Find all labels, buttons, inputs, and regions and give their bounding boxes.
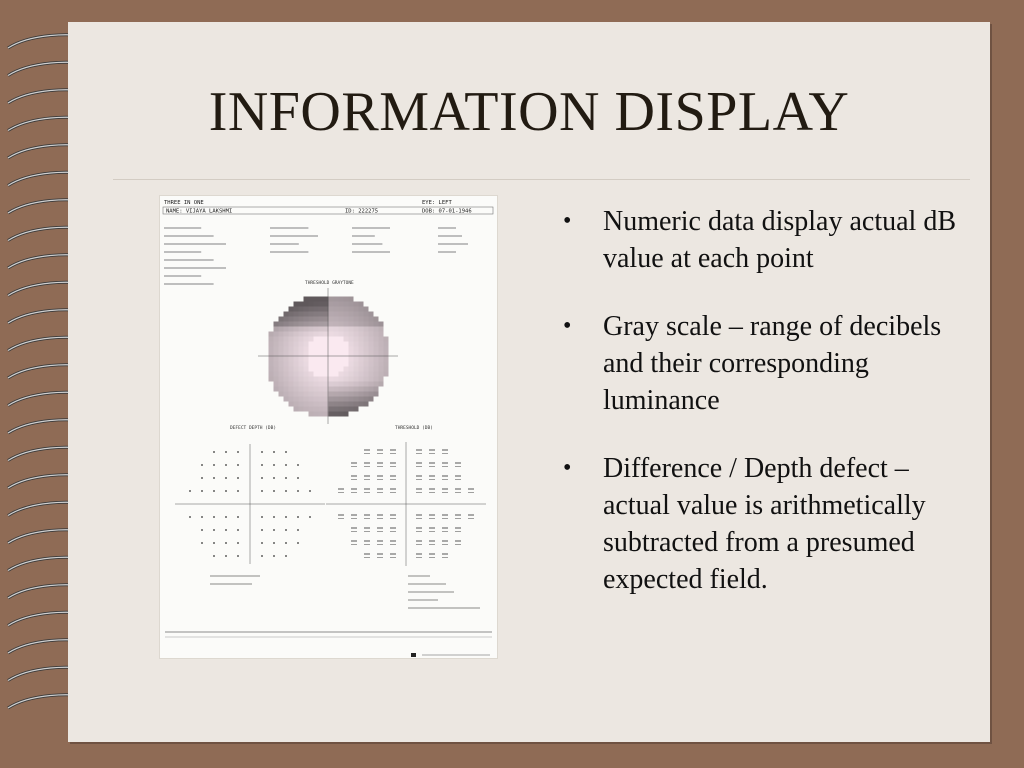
depth-label: DEFECT DEPTH (DB) [230, 426, 277, 431]
printout-id: ID: 222275 [345, 208, 379, 215]
title-divider [113, 179, 970, 180]
printout-graphic [160, 196, 497, 658]
bullet-dot: • [563, 313, 572, 339]
printout-parameters [164, 228, 468, 284]
grayscale-label: THRESHOLD GRAYTONE [305, 281, 354, 286]
bullet-text: Numeric data display actual dB value at each point [603, 206, 956, 274]
bullet-item [563, 308, 963, 419]
visual-field-printout [160, 196, 497, 658]
printout-header-left: THREE IN ONE [164, 200, 204, 206]
grayscale-plot [258, 288, 398, 424]
bullet-dot: • [563, 208, 572, 234]
printout-footer [408, 576, 480, 608]
defect-depth-plot [175, 444, 325, 584]
bullet-text: Gray scale – range of decibels and their corresponding luminance [603, 311, 942, 416]
bullet-item [563, 450, 963, 598]
bullet-dot: • [563, 455, 572, 481]
bullet-list [563, 203, 963, 629]
bullet-item [563, 203, 963, 277]
printout-name: NAME: VIJAYA LAKSHMI [166, 208, 233, 215]
slide-title: INFORMATION DISPLAY [208, 81, 850, 143]
threshold-plot [326, 442, 486, 566]
threshold-label: THRESHOLD (DB) [395, 426, 433, 431]
bullet-text: Difference / Depth defect – actual value is arithmetically subtracted from a presumed expected field. [603, 453, 926, 595]
printout-dob: DOB: 07-01-1946 [422, 208, 472, 215]
printout-header-right: EYE: LEFT [422, 200, 452, 206]
legend-swatch [411, 653, 416, 657]
